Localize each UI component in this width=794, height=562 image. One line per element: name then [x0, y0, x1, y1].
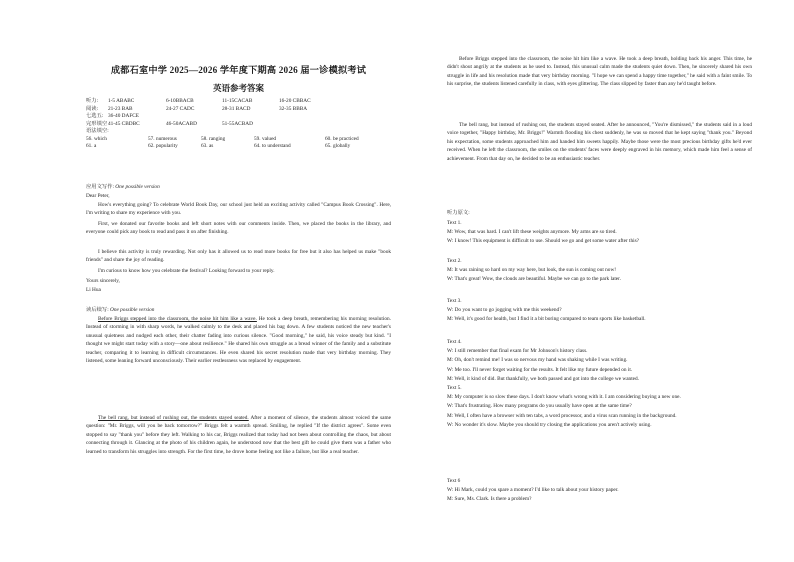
application-essay-heading: [86, 182, 391, 190]
dialogue-line: M: Well, it's good for health, but I find it a bit boring compared to team sports like basketball.: [447, 316, 646, 323]
cloze-answers: [86, 121, 391, 129]
dialogue-line: M: Well, I often have a browser with ten tabs, a word processor, and a virus scan running in the background.: [447, 412, 677, 419]
answer-group: 51-55ACBAD: [222, 120, 253, 127]
essay-paragraph-2: The bell rang, but instead of rushing out, the students stayed seated. After he announced, "You're dismissed," the students said in a loud voice together, "Happy birthday, Mr. Briggs!" Warmth flooding his chest suddenly, he was so moved that he kept saying "thank you." Beyond his expectation, some students approached him and handed him sweets happily. Maybe those were the most precious birthday gifts he'd ever received. When he left the classroom, the smiles on the students' faces were deeply engraved in his memory, which made him feel a sense of achievement. From that day on, he decided to be an enthusiastic teacher.: [447, 122, 752, 162]
dialogue-line: W: Hi Mark, could you spare a moment? I'd like to talk about your history paper.: [447, 487, 619, 494]
text-label: Text 3.: [447, 298, 462, 304]
dialogue-line: M: Sure, Ms. Clark. Is there a problem?: [447, 496, 532, 503]
answer-group: 1-5 ABABC: [108, 98, 135, 104]
given-sentence-1: Before Briggs stepped into the classroom, the noise hit him like a wave.: [98, 316, 257, 322]
grammar-answer: 65. globally: [325, 143, 351, 149]
application-heading-version: One possible version: [115, 184, 160, 190]
page-title: 成都石室中学 2025—2026 学年度下期高 2026 届一诊模拟考试: [110, 65, 367, 75]
letter-closing: Yours sincerely,: [86, 278, 120, 284]
application-heading-label: 应用文写作:: [86, 184, 114, 190]
answer-group: 32-35 BBBA: [279, 105, 308, 112]
letter-signature: Li Hua: [86, 287, 101, 293]
grammar-answer: 64. to understand: [254, 143, 291, 149]
answer-group: 46-50ACABD: [166, 120, 197, 127]
dialogue-line: M: It was raining so hard on my way here, but look, the sun is coming out now!: [447, 267, 617, 274]
grammar-answer: 62. popularity: [148, 143, 178, 149]
continuation-paragraph-2: [86, 414, 391, 456]
dialogue-line: M: Oh, don't remind me! I was so nervous my hand was shaking while I was writing.: [447, 357, 628, 364]
continuation-text-1: He took a deep breath, remembering his morning resolution. Instead of storming in with sharp words, he walked calmly to the desk and placed his bag down. A few students noticed the new teacher's unusual quietness and nudged each other, their chatter fading into curious silence. "Good morning," he said, his voice steady but kind. "I thought we might start today with a story—one about resilience." He shared his own struggle as a bread winner of the family and a substitute teacher, comparing it to learning in difficult circumstances. He even shared his secret resolution made that very birthday morning. They listened, some leaning forward unconsciously. Their earlier restlessness was replaced by engagement.: [86, 316, 391, 365]
seven-label: 七选五:: [86, 113, 104, 119]
grammar-answer: 57. numerous: [148, 135, 177, 142]
answer-group: 11-15CACAB: [222, 98, 253, 104]
dialogue-line: W: Me too. I'll never forget waiting for the results. It felt like my future depended on it.: [447, 366, 633, 373]
grammar-answer: 58. ranging: [201, 135, 226, 142]
dialogue-line: M: Wow, that was hard. I can't lift these weights anymore. My arms are so tired.: [447, 229, 617, 236]
dialogue-line: W: Do you want to go jogging with me this weekend?: [447, 307, 562, 314]
continuation-paragraph-1: [86, 315, 391, 365]
grammar-answer: 56. which: [86, 135, 107, 142]
text-label: Text 5.: [447, 385, 462, 392]
grammar-answer: 59. valued: [254, 135, 277, 142]
dialogue-line: W: That's great! Wow, the clouds are beautiful. Maybe we can go to the park later.: [447, 276, 621, 283]
seven-choose-five-answers: [86, 113, 391, 121]
grammar-label: 语法填空:: [86, 128, 109, 134]
given-sentence-2: The bell rang, but instead of rushing out, the students stayed seated.: [98, 415, 249, 421]
dialogue-line: M: Well, it kind of did. But thankfully, we both passed and got into the college we wanted.: [447, 375, 639, 382]
answer-group: 36-40 DAFCE: [108, 113, 140, 119]
grammar-label-row: [86, 128, 391, 136]
reading-label: 阅读:: [86, 105, 99, 112]
dialogue-line: W: I still remember that final exam for Mr Johnson's history class.: [447, 348, 588, 355]
continuation-heading-label: 读后续写:: [86, 307, 109, 313]
grammar-answers-row-2: [86, 143, 391, 151]
dialogue-line: W: No wonder it's slow. Maybe you should try closing the applications you aren't actively using.: [447, 421, 652, 428]
dialogue-line: W: I know! This equipment is difficult to use. Should we go and get some water after this?: [447, 238, 640, 245]
answer-group: 24-27 CADC: [166, 105, 195, 112]
listening-text-6: [447, 477, 752, 505]
cloze-label: 完形填空: [86, 120, 108, 127]
dialogue-line: M: My computer is so slow these days. I don't know what's wrong with it. I am considering buying a new one.: [447, 394, 681, 401]
letter-greeting: Dear Peter,: [86, 193, 110, 199]
page-subtitle: 英语参考答案: [212, 83, 264, 93]
letter-paragraph-2: First, we donated our favorite books and left short notes with our comments inside. Then, we placed the books in the library, and everyone could pick any book to read and pass it on after finishing.: [86, 221, 391, 236]
text-label: Text 6: [447, 478, 461, 484]
text-label: Text 2.: [447, 258, 462, 264]
listening-text-4-5: [447, 338, 752, 430]
letter-paragraph-1: How's everything going? To celebrate World Book Day, our school just held an exciting activity called "Campus Book Crossing". Here, I'm writing to share my experience with you.: [86, 202, 391, 217]
continuation-heading-version: One possible version: [110, 307, 155, 313]
grammar-answers-row-1: [86, 136, 391, 144]
answer-group: 16-20 CBBAC: [279, 98, 311, 104]
listening-answers: [86, 98, 391, 106]
listening-text-3: [447, 297, 752, 325]
grammar-answer: 60. be practiced: [325, 135, 359, 142]
answer-group: 21-23 BAB: [108, 105, 133, 112]
grammar-answer: 63. as: [201, 143, 214, 149]
answer-group: 6-10BBACB: [166, 98, 194, 104]
listening-script-title: 听力原文:: [447, 210, 470, 216]
listening-text-1: [447, 219, 752, 247]
continuation-essay-heading: [86, 305, 391, 313]
answer-group: 28-31 BACD: [222, 105, 251, 112]
reading-answers: [86, 106, 391, 114]
letter-paragraph-4: I'm curious to know how you celebrate the festival? Looking forward to your reply.: [98, 268, 275, 274]
listening-text-2: [447, 257, 752, 285]
answer-group: 41-45 CBDBC: [108, 120, 140, 127]
letter-paragraph-3: I believe this activity is truly rewarding. Not only has it allowed us to read more books for free but it also has helped us make "book friends" and share the joy of reading.: [86, 249, 391, 264]
listening-label: 听力:: [86, 98, 99, 104]
text-label: Text 1.: [447, 220, 462, 226]
continuation-text-2: After a moment of silence, the students almost voiced the same question: "Mr. Briggs, will you be back tomorrow?" Briggs felt a warmth spread. Smiling, he replied "If the district agrees". Some even stopped to say "thank you" before they left. Walking to his car, Briggs realized that today had not been about controlling the chaos, but about connecting through it. Glancing at the photo of his children again, he understood now that the best gift he could give them was a father who learned to transform his struggles into strength. For the first time, he drove home feeling not like a failure, but like a real teacher.: [86, 415, 391, 455]
grammar-answer: 61. a: [86, 143, 97, 149]
dialogue-line: W: That's frustrating. How many programs do you usually have open at the same time?: [447, 403, 632, 410]
answer-key: [86, 98, 391, 151]
essay-paragraph-1: Before Briggs stepped into the classroom, the noise hit him like a wave. He took a deep breath, holding back his anger. This time, he didn't shout angrily at the students as he used to. Instead, this unusual calm made the students quiet down. Then, he sincerely shared his own struggle in life and his resolution made that very birthday morning. "I hope we can spend a happy time together," he said with a faint smile. To his surprise, the students listened carefully in class, with eyes glittering. The class slipped by faster than any he'd taught before.: [447, 56, 752, 88]
text-label: Text 4.: [447, 339, 462, 345]
